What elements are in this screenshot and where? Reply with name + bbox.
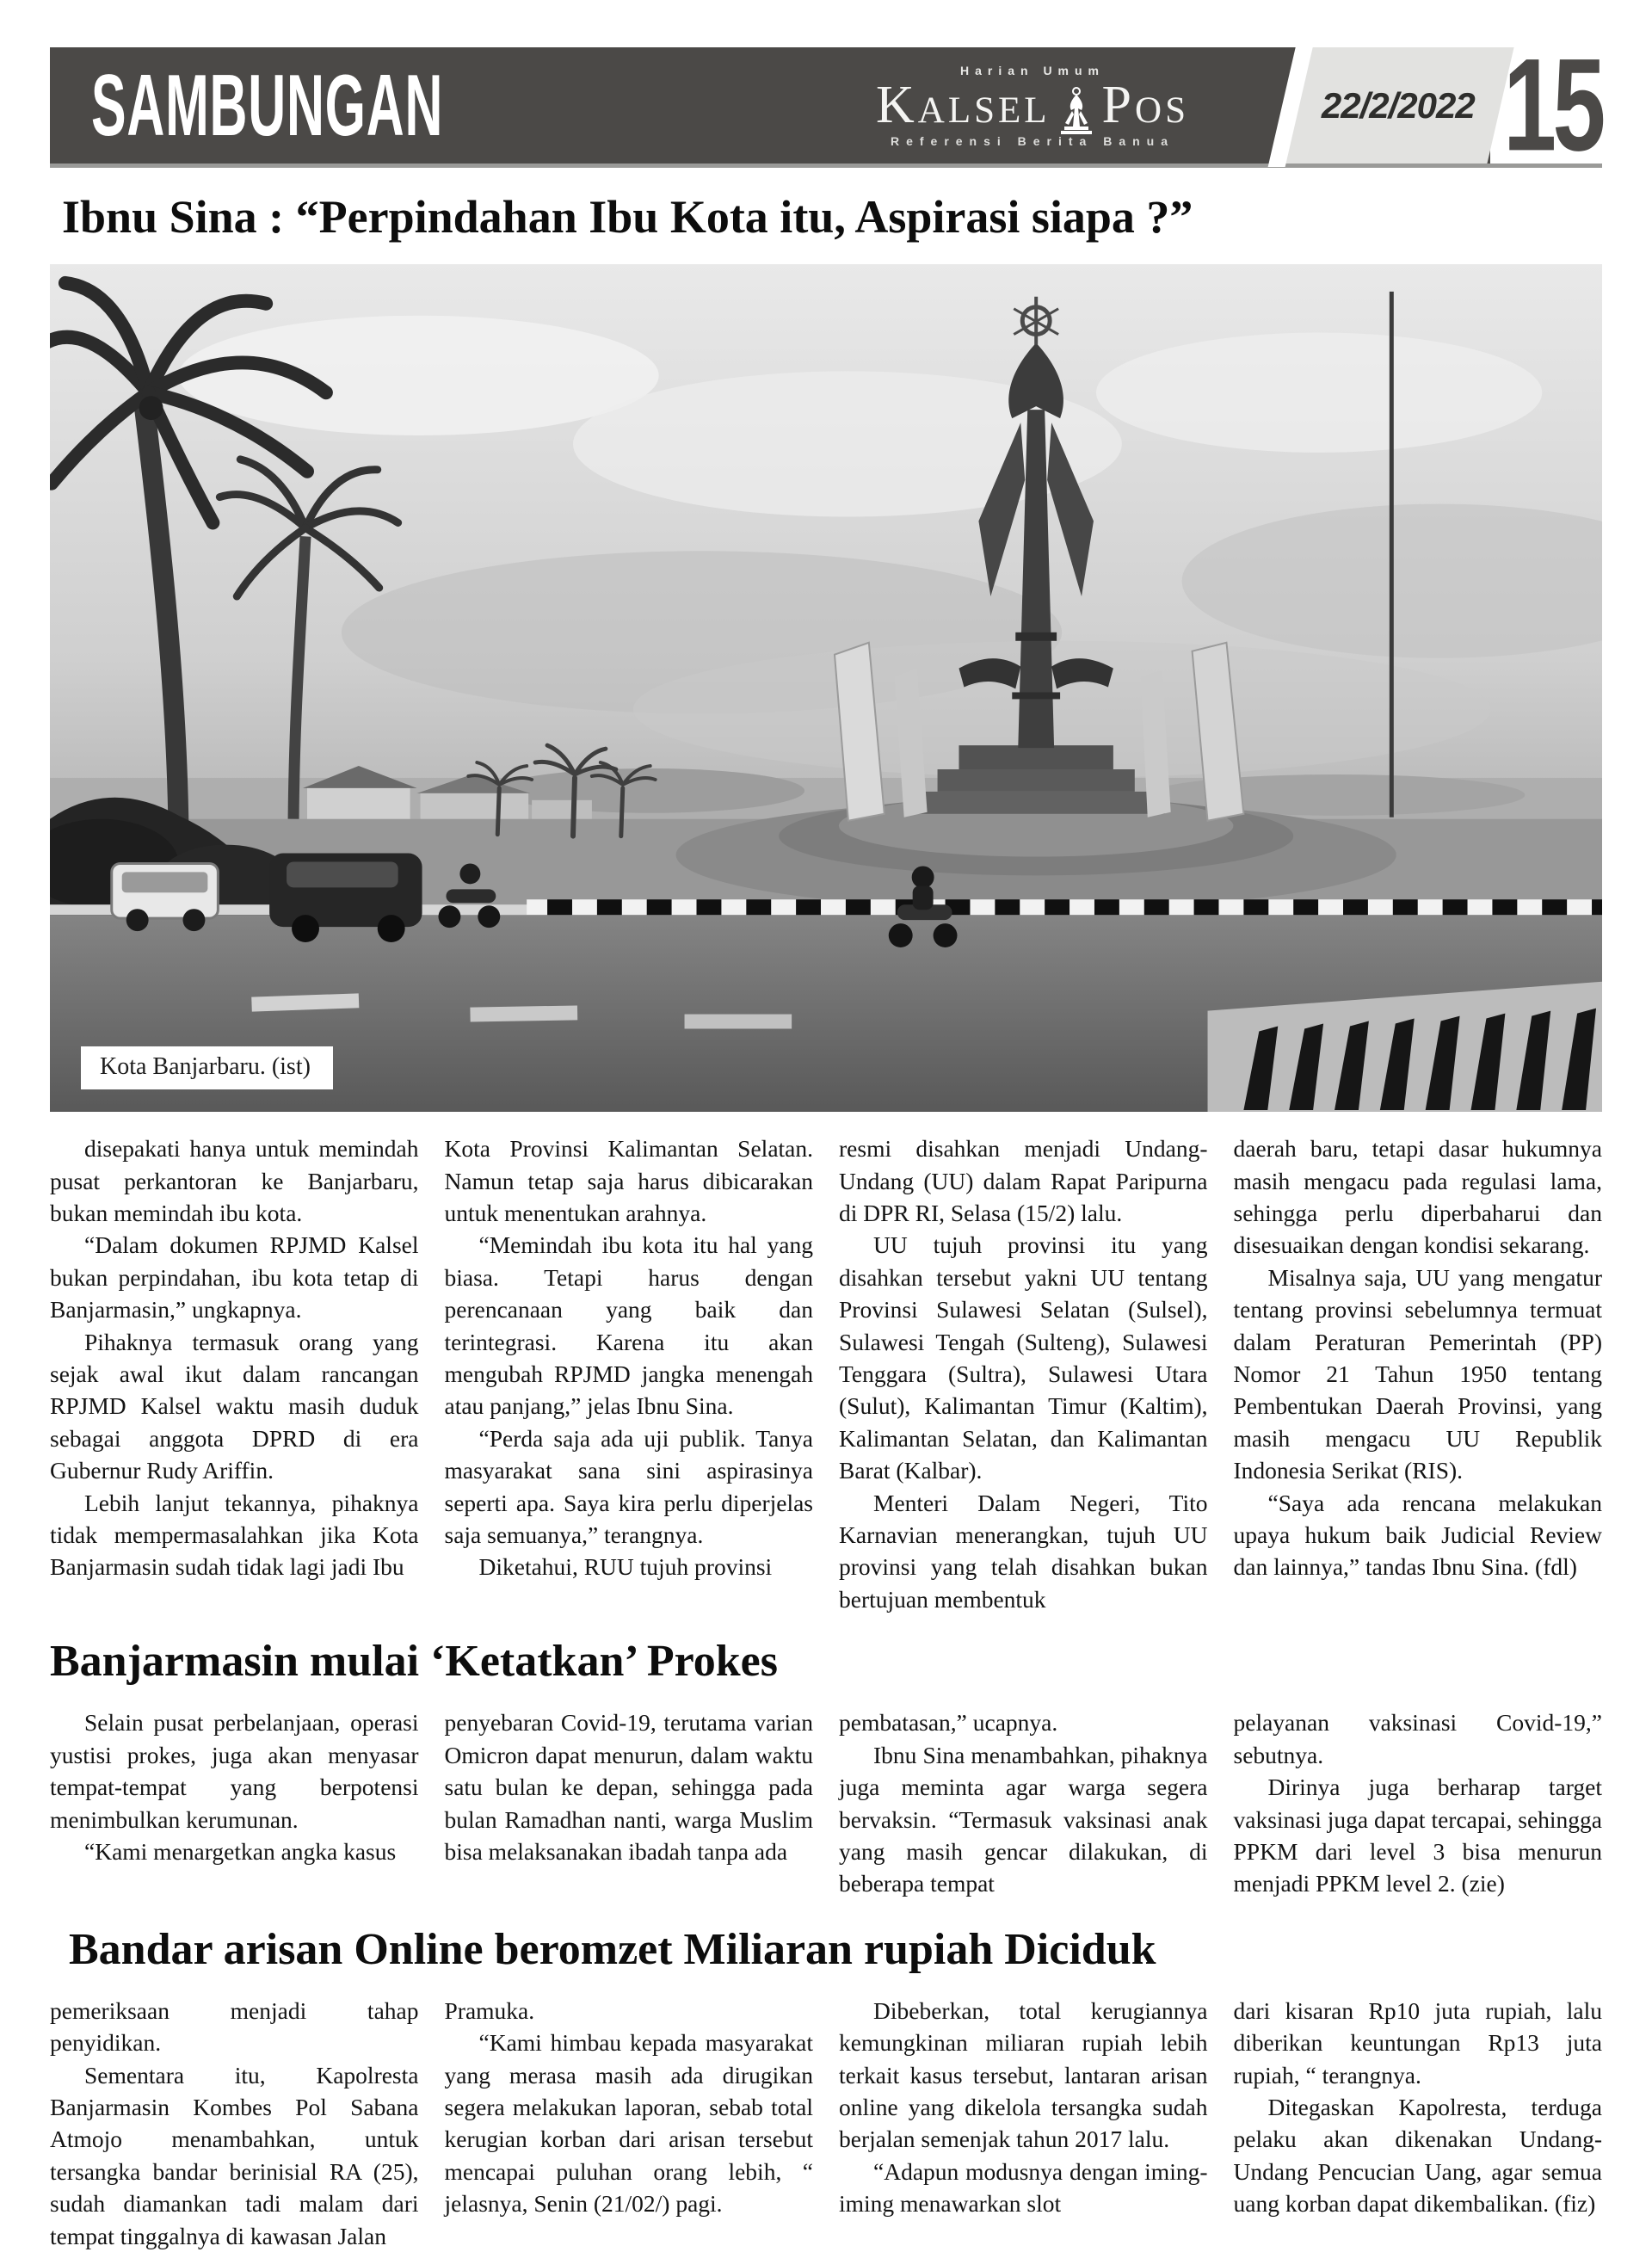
section-label: SAMBUNGAN xyxy=(91,55,444,155)
article-column xyxy=(50,1132,419,1615)
article-column xyxy=(1234,1132,1603,1615)
article-paragraph: “Kami menargetkan angka kasus xyxy=(84,1837,397,1865)
article-arisan xyxy=(0,1926,1652,2252)
edition-date: 22/2/2022 xyxy=(1322,84,1475,126)
photo-caption: Kota Banjarbaru. (ist) xyxy=(81,1046,333,1089)
newspaper-masthead xyxy=(876,65,1189,147)
article-prokes xyxy=(0,1638,1652,1900)
monument-photo-illustration xyxy=(50,264,1602,1112)
article-paragraph: Menteri Dalam Negeri, Tito Karnavian menerangkan, tujuh UU provinsi yang telah disahkan bukan bertujuan membentuk xyxy=(839,1489,1208,1613)
article-paragraph: resmi disahkan menjadi Undang-Undang (UU) dalam Rapat Paripurna di DPR RI, Selasa (15/2) lalu. xyxy=(839,1135,1208,1227)
article-column xyxy=(50,1995,419,2252)
article-paragraph: penyebaran Covid-19, terutama varian Omicron dapat menurun, dalam waktu satu bulan ke depan, sehingga pada bulan Ramadhan nanti, warga Muslim bisa melaksanakan ibadah tanpa ada xyxy=(444,1709,813,1865)
newspaper-page xyxy=(0,30,1652,2250)
article-paragraph: UU tujuh provinsi itu yang disahkan tersebut yakni UU tentang Provinsi Sulawesi Selatan (Sulsel), Sulawesi Tengah (Sulteng), Sulawesi Tenggara (Sultra), Sulawesi Utara (Sulut), Kalimantan Timur (Kaltim), Kalimantan Selatan, dan Kalimantan Barat (Kalbar). xyxy=(839,1231,1208,1484)
article-paragraph: Lebih lanjut tekannya, pihaknya tidak mempermasalahkan jika Kota Banjarmasin sudah tidak lagi jadi Ibu xyxy=(50,1489,419,1581)
article-body xyxy=(50,1995,1602,2252)
article-paragraph: dari kisaran Rp10 juta rupiah, lalu diberikan keuntungan Rp13 juta rupiah, “ terangnya. xyxy=(1233,1996,1602,2088)
article-body xyxy=(50,1706,1602,1899)
article-column xyxy=(839,1995,1208,2252)
article-column xyxy=(50,1706,419,1899)
page-header xyxy=(50,30,1602,178)
page-number: 15 xyxy=(1503,30,1602,178)
article-column xyxy=(1234,1995,1603,2252)
article-paragraph: disepakati hanya untuk memindah pusat perkantoran ke Banjarbaru, bukan memindah ibu kota. xyxy=(50,1135,419,1227)
article-paragraph: “Adapun modusnya dengan iming-iming menawarkan slot xyxy=(839,2157,1208,2218)
article-paragraph: “Dalam dokumen RPJMD Kalsel bukan perpindahan, ibu kota tetap di Banjarmasin,” ungkapnya. xyxy=(50,1231,419,1323)
article-column xyxy=(839,1706,1208,1899)
article-paragraph: Selain pusat perbelanjaan, operasi yustisi prokes, juga akan menyasar tempat-tempat yang berpotensi menimbulkan kerumunan. xyxy=(50,1709,419,1833)
article-column xyxy=(445,1132,814,1615)
masthead-tagline-top: Harian Umum xyxy=(959,63,1106,77)
article-paragraph: Pramuka. xyxy=(444,1996,535,2024)
article-headline: Ibnu Sina : “Perpindahan Ibu Kota itu, Aspirasi siapa ?” xyxy=(62,191,1193,243)
article-paragraph: pembatasan,” ucapnya. xyxy=(839,1709,1058,1737)
article-paragraph: Dibeberkan, total kerugiannya kemungkinan miliaran rupiah lebih terkait kasus tersebut, lantaran arisan online yang dikelola tersangka sudah berjalan semenjak tahun 2017 lalu. xyxy=(839,1996,1208,2153)
article-column xyxy=(445,1706,814,1899)
article-paragraph: Dirinya juga berharap target vaksinasi juga dapat tercapai, sehingga PPKM dari level 3 bisa menurun menjadi PPKM level 2. (zie) xyxy=(1233,1774,1602,1897)
article-paragraph: “Perda saja ada uji publik. Tanya masyarakat sana sini aspirasinya seperti apa. Saya kira perlu diperjelas saja semuanya,” terangnya. xyxy=(444,1424,813,1548)
masthead-title xyxy=(876,75,1189,134)
masthead-tagline-bottom: Referensi Berita Banua xyxy=(890,133,1175,148)
article-ibu-kota xyxy=(0,192,1652,1615)
article-paragraph: daerah baru, tetapi dasar hukumnya masih mengacu pada regulasi lama, sehingga perlu diperbaharui dan disesuaikan dengan kondisi sekarang. xyxy=(1233,1135,1602,1259)
article-paragraph: Kota Provinsi Kalimantan Selatan. Namun tetap saja harus dibicarakan untuk menentukan arahnya. xyxy=(444,1135,813,1227)
article-paragraph: “Saya ada rencana melakukan upaya hukum baik Judicial Review dan lainnya,” tandas Ibnu Sina. (fdl) xyxy=(1233,1489,1602,1581)
article-headline: Bandar arisan Online beromzet Miliaran rupiah Diciduk xyxy=(69,1924,1156,1974)
article-column xyxy=(839,1132,1208,1615)
article-paragraph: pemeriksaan menjadi tahap penyidikan. xyxy=(50,1996,419,2057)
article-paragraph: Ibnu Sina menambahkan, pihaknya juga meminta agar warga segera bervaksin. “Termasuk vaksinasi anak yang masih gencar dilakukan, di beberapa tempat xyxy=(839,1741,1208,1897)
article-paragraph: Misalnya saja, UU yang mengatur tentang provinsi sebelumnya termuat dalam Peraturan Pemerintah (PP) Nomor 21 Tahun 1950 tentang Pembentukan Daerah Provinsi, yang masih mengacu UU Republik Indonesia Serikat (RIS). xyxy=(1233,1263,1602,1484)
monument-logo-icon xyxy=(1057,85,1095,135)
article-paragraph: “Memindah ibu kota itu hal yang biasa. Tetapi harus dengan perencanaan yang baik dan terintegrasi. Karena itu akan mengubah RPJMD jangka menengah atau panjang,” jelas Ibnu Sina. xyxy=(444,1231,813,1420)
edition-date-panel xyxy=(1282,47,1513,164)
article-paragraph: “Kami himbau kepada masyarakat yang merasa masih ada dirugikan segera melakukan laporan, sebab total kerugian korban dari arisan tersebut mencapai puluhan orang lebih, “ jelasnya, Senin (21/02/) pagi. xyxy=(444,2029,813,2218)
article-paragraph: Pihaknya termasuk orang yang sejak awal ikut dalam rancangan RPJMD Kalsel waktu masih duduk sebagai anggota DPRD di era Gubernur Rudy Ariffin. xyxy=(50,1328,419,1484)
news-photo xyxy=(50,264,1602,1112)
masthead-title-right: Pos xyxy=(1101,75,1189,134)
article-paragraph: Ditegaskan Kapolresta, terduga pelaku akan dikenakan Undang-Undang Pencucian Uang, agar semua uang korban dapat dikembalikan. (fiz) xyxy=(1233,2094,1602,2218)
masthead-title-left: Kalsel xyxy=(876,75,1051,134)
article-column xyxy=(1234,1706,1603,1899)
article-paragraph: pelayanan vaksinasi Covid-19,” sebutnya. xyxy=(1233,1709,1602,1768)
article-headline: Banjarmasin mulai ‘Ketatkan’ Prokes xyxy=(50,1637,778,1687)
article-paragraph: Diketahui, RUU tujuh provinsi xyxy=(478,1553,773,1581)
article-column xyxy=(445,1995,814,2252)
article-body xyxy=(50,1132,1602,1615)
article-paragraph: Sementara itu, Kapolresta Banjarmasin Kombes Pol Sabana Atmojo menambahkan, untuk tersangka bandar berinisial RA (25), sudah diamankan tadi malam dari tempat tinggalnya di kawasan Jalan xyxy=(50,2061,419,2249)
